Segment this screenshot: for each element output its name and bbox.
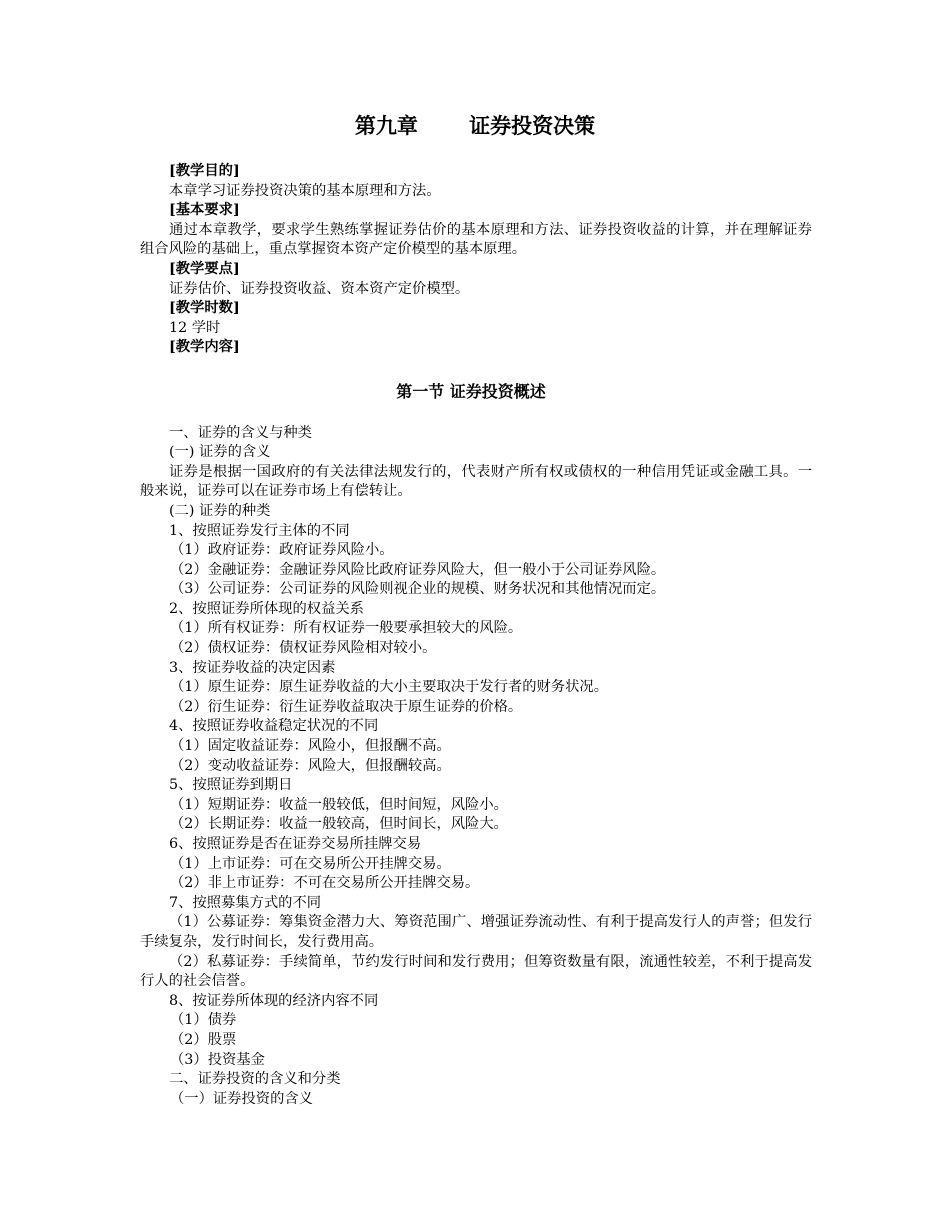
list-item: （1）短期证券：收益一般较低，但时间短，风险小。 <box>170 796 508 813</box>
chapter-title: 第九章 证券投资决策 <box>354 113 596 138</box>
list-item: （1）原生证券：原生证券收益的大小主要取决于发行者的财务状况。 <box>170 679 608 696</box>
basic-requirements-text: 通过本章教学，要求学生熟练掌握证券估价的基本原理和方法、证券投资收益的计算，并在理解证券组合风险的基础上，重点掌握资本资产定价模型的基本原理。 <box>140 221 812 258</box>
subheading-securities-types: (二) 证券的种类 <box>169 502 271 519</box>
teaching-hours-text: 12 学时 <box>169 319 221 336</box>
list-item: 3、按证券收益的决定因素 <box>169 659 336 676</box>
list-item: （1）政府证券：政府证券风险小。 <box>170 542 394 559</box>
header-key-points: [教学要点] <box>169 260 240 277</box>
paragraph-private-placement: （2）私募证券：手续简单，节约发行时间和发行费用；但筹资数量有限，流通性较差，不利于提高发行人的社会信誉。 <box>140 953 812 990</box>
heading-investment-meaning-classification: 二、证券投资的含义和分类 <box>169 1071 341 1088</box>
paragraph-public-offering: （1）公募证券：筹集资金潜力大、筹资范围广、增强证券流动性、有利于提高发行人的声誉；但发行手续复杂，发行时间长，发行费用高。 <box>140 914 812 950</box>
list-item: 5、按照证券到期日 <box>169 777 293 794</box>
list-item: 8、按证券所体现的经济内容不同 <box>169 992 379 1009</box>
document-body <box>140 162 812 1109</box>
heading-securities-meaning-types: 一、证券的含义与种类 <box>169 424 312 441</box>
list-item: （2）债权证券：债权证券风险相对较小。 <box>170 640 437 657</box>
teaching-purpose-text: 本章学习证券投资决策的基本原理和方法。 <box>169 182 441 199</box>
key-points-text: 证券估价、证券投资收益、资本资产定价模型。 <box>169 280 470 297</box>
list-item: （1）固定收益证券：风险小，但报酬不高。 <box>170 738 451 755</box>
list-item: 2、按照证券所体现的权益关系 <box>169 600 364 617</box>
header-teaching-purpose: [教学目的] <box>169 163 240 179</box>
list-item: （2）股票 <box>170 1031 237 1048</box>
list-item: （2）长期证券：收益一般较高，但时间长，风险大。 <box>170 816 508 833</box>
list-item: 4、按照证券收益稳定状况的不同 <box>169 718 379 735</box>
list-item: 1、按照证券发行主体的不同 <box>169 522 350 539</box>
subheading-securities-meaning: (一) 证券的含义 <box>169 444 271 461</box>
list-item: （1）上市证券：可在交易所公开挂牌交易。 <box>170 855 451 872</box>
list-item: （2）变动收益证券：风险大，但报酬较高。 <box>170 757 451 774</box>
header-basic-requirements: [基本要求] <box>169 202 240 219</box>
list-item: 7、按照募集方式的不同 <box>169 894 322 911</box>
list-item: （1）债券 <box>170 1012 237 1029</box>
header-teaching-content: [教学内容] <box>169 339 240 356</box>
list-item: （3）公司证券：公司证券的风险则视企业的规模、财务状况和其他情况而定。 <box>170 581 666 598</box>
header-teaching-hours: [教学时数] <box>169 300 240 317</box>
list-item: （3）投资基金 <box>170 1051 265 1068</box>
paragraph-securities-definition: 证券是根据一国政府的有关法律法规发行的，代表财产所有权或债权的一种信用凭证或金融工具。一般来说，证券可以在证券市场上有偿转让。 <box>140 463 812 500</box>
section-title: 第一节 证券投资概述 <box>396 381 546 401</box>
list-item: （2）非上市证券：不可在交易所公开挂牌交易。 <box>170 875 480 892</box>
list-item: 6、按照证券是否在证券交易所挂牌交易 <box>169 836 422 852</box>
list-item: （2）金融证券：金融证券风险比政府证券风险大，但一般小于公司证券风险。 <box>170 561 666 578</box>
list-item: （1）所有权证券：所有权证券一般要承担较大的风险。 <box>170 620 523 637</box>
list-item: （2）衍生证券：衍生证券收益取决于原生证券的价格。 <box>170 698 523 715</box>
subheading-investment-meaning: （一）证券投资的含义 <box>170 1090 313 1107</box>
